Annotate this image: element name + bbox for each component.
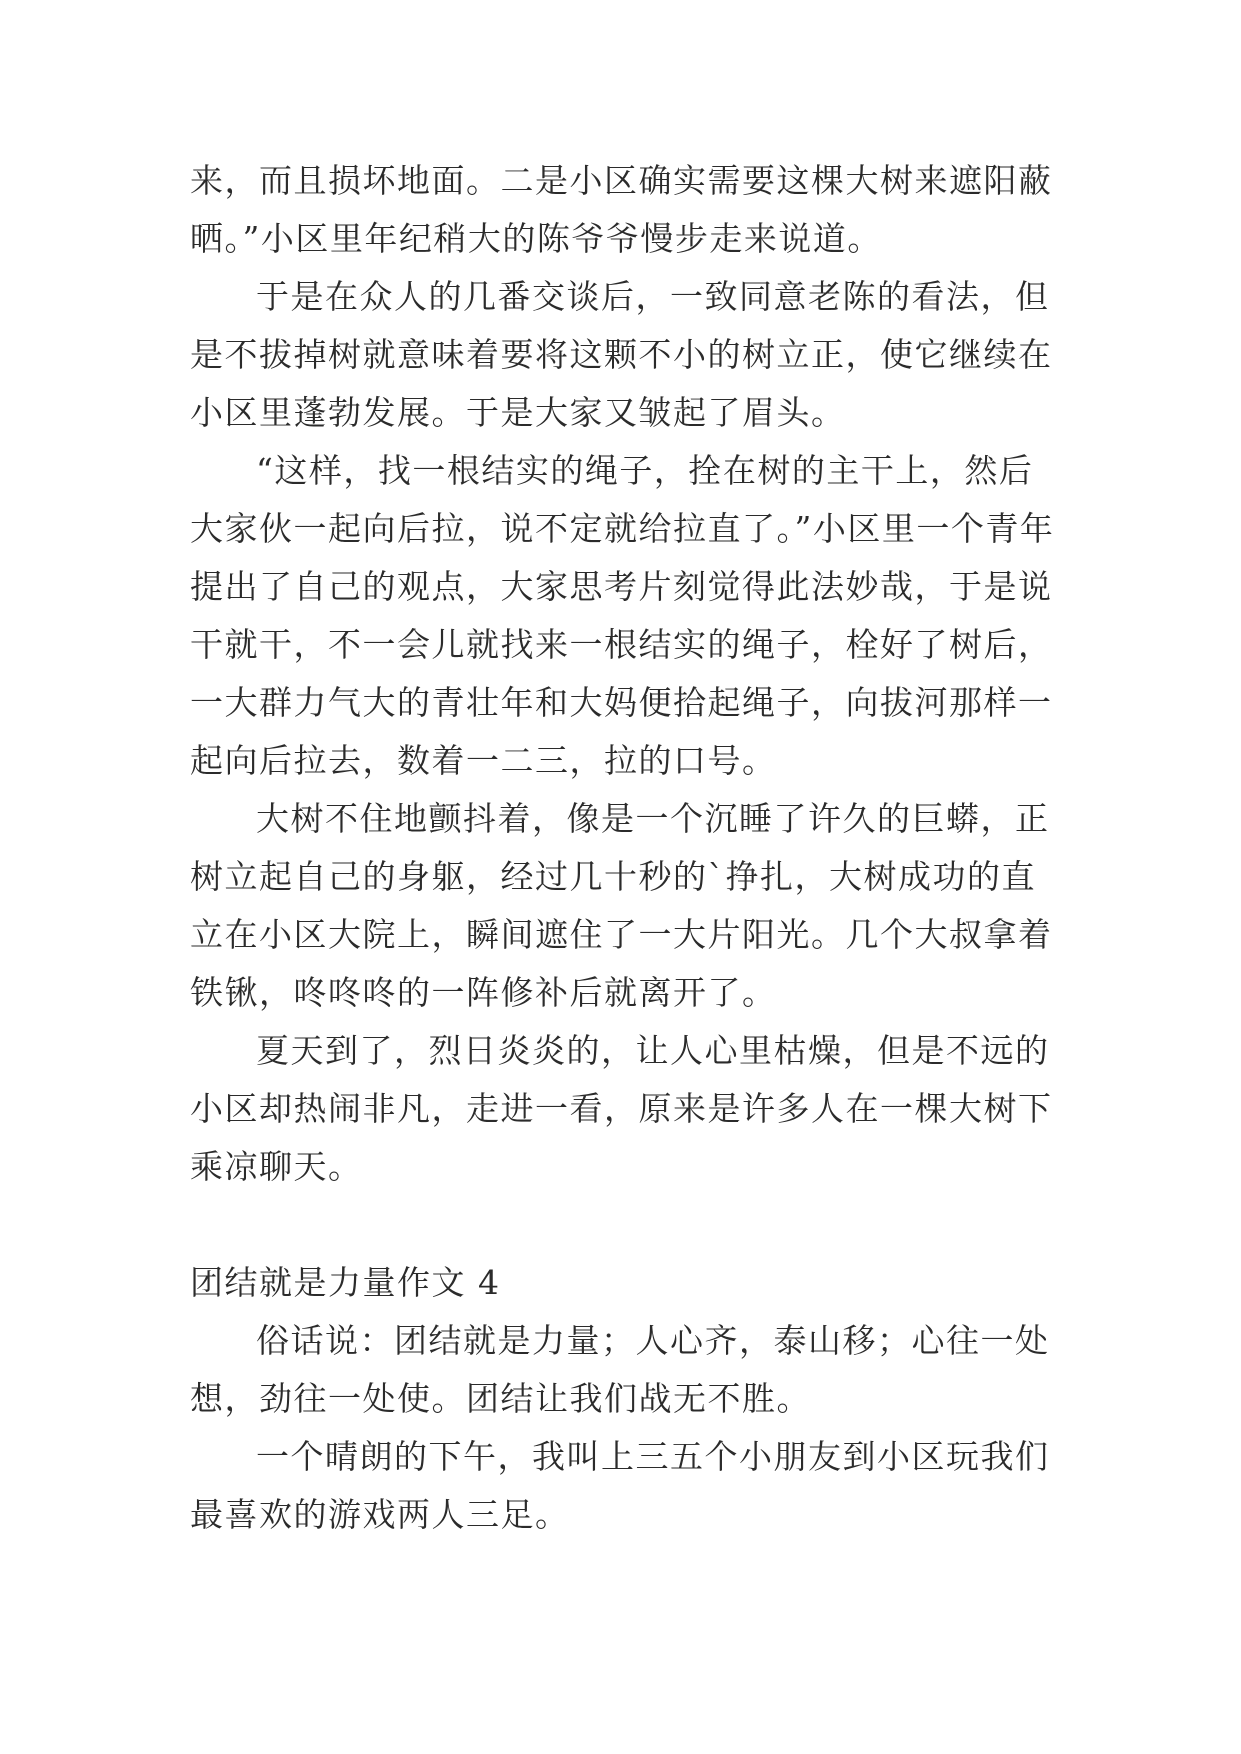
document-body [190, 152, 1060, 1544]
paragraph: 于是在众人的几番交谈后，一致同意老陈的看法，但是不拔掉树就意味着要将这颗不小的树立正，使它继续在小区里蓬勃发展。于是大家又皱起了眉头。 [190, 277, 1053, 432]
paragraph: “这样，找一根结实的绳子，拴在树的主干上，然后大家伙一起向后拉，说不定就给拉直了。”小区里一个青年提出了自己的观点，大家思考片刻觉得此法妙哉，于是说干就干，不一会儿就找来一根结实的绳子，栓好了树后，一大群力气大的青壮年和大妈便拾起绳子，向拔河那样一起向后拉去，数着一二三，拉的口号。 [190, 451, 1055, 780]
section-spacer [190, 1196, 1060, 1254]
section-heading: 团结就是力量作文 4 [190, 1263, 501, 1302]
paragraph: 大树不住地颤抖着，像是一个沉睡了许久的巨蟒，正树立起自己的身躯，经过几十秒的`挣扎，大树成功的直立在小区大院上，瞬间遮住了一大片阳光。几个大叔拿着铁锹，咚咚咚的一阵修补后就离开了。 [190, 799, 1053, 1012]
paragraph: 俗话说：团结就是力量；人心齐，泰山移；心往一处想，劲往一处使。团结让我们战无不胜。 [190, 1321, 1050, 1418]
paragraph-continued: 来，而且损坏地面。二是小区确实需要这棵大树来遮阳蔽晒。”小区里年纪稍大的陈爷爷慢步走来说道。 [190, 161, 1053, 258]
paragraph: 一个晴朗的下午，我叫上三五个小朋友到小区玩我们最喜欢的游戏两人三足。 [190, 1437, 1050, 1534]
paragraph: 夏天到了，烈日炎炎的，让人心里枯燥，但是不远的小区却热闹非凡，走进一看，原来是许多人在一棵大树下乘凉聊天。 [190, 1031, 1053, 1186]
